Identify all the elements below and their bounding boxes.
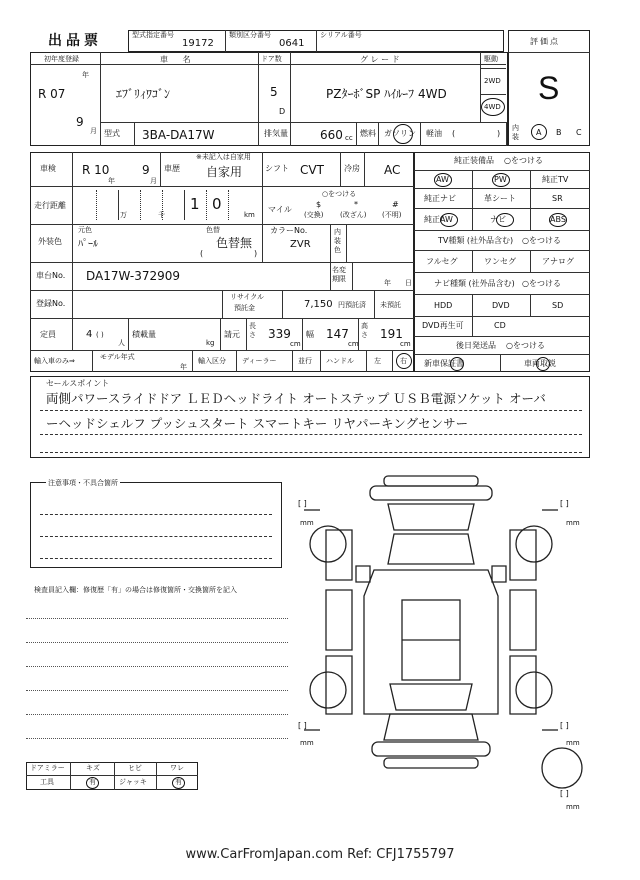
registration-label: 登録No. [36,299,66,308]
doors-value: 5 [270,85,278,99]
load-label: 積載量 [132,330,156,339]
diagram-rear-gate [384,714,478,740]
diagram-left-front-door [326,590,352,650]
chassis-value: DA17W-372909 [86,269,181,283]
fuel-label: 燃料 [360,129,376,138]
inspector-label: 検査員記入欄：修復歴「有」の場合は修復箇所・交換箇所を記入 [34,586,237,594]
mm-front-left: mm [300,519,314,527]
doors-label: ドア数 [261,55,282,63]
footer-reference: www.CarFromJapan.com Ref: CFJ1755797 [185,847,455,862]
handle-left: 左 [374,357,381,365]
legend-door-mirror: ドアミラー [30,764,65,772]
tv-circle-note: ○をつける [522,236,561,245]
unknown-label: (不明) [382,211,402,219]
equip-navi-circle [496,213,514,227]
interior-a-circle [531,124,547,140]
reg-year-label: 初年度登録 [44,55,79,63]
reg-month-value: 9 [76,115,84,129]
navi-hdd: HDD [434,301,453,310]
equip-genuine-aw: 純正AW [424,215,453,224]
mileage-digit-1: 1 [190,195,200,213]
bracket-rear-right: [ ] [560,721,569,730]
equip-tv: 純正TV [542,175,569,184]
original-color-value: ﾊﾟｰﾙ [78,239,98,250]
equip-pw: PW [494,175,507,184]
diagram-wheel-rear-left [310,672,346,708]
swap-symbol: $ [316,200,322,209]
width-value: 147 [326,327,349,341]
bracket-rear-left: [ ] [298,721,307,730]
capacity-paren: ( ) [96,331,104,339]
load-unit: kg [206,339,215,347]
car-name-label: 車 名 [160,55,197,64]
height-value: 191 [380,327,403,341]
reg-month-unit: 月 [90,127,97,135]
jack-value: 有 [175,778,182,786]
legend-crack: ヒビ [128,764,142,772]
diagram-wheel-front-right [516,526,552,562]
color-label: 外装色 [38,237,62,246]
jack-label: ジャッキ [119,778,147,786]
class-number-label: 類別区分番号 [229,31,271,39]
fuel-paren-left: ( [452,129,456,138]
swap-label: (交換) [304,211,324,219]
width-unit: cm [348,340,359,348]
length-unit: cm [290,340,301,348]
import-parallel: 並行 [298,357,312,365]
inspection-year-unit: 年 [108,177,115,185]
navi-title: ナビ種類 (社外品含む) [434,279,515,288]
page-title: 出品票 [48,33,102,49]
mm-front-right: mm [566,519,580,527]
mileage-digit-2: 0 [212,195,222,213]
equip-navi-2: ナビ [490,215,506,224]
sales-point-label: セールスポイント [46,379,110,388]
diagram-right-fender [510,530,536,580]
interior-c: C [576,128,582,137]
handle-label: ハンドル [326,357,354,365]
diagram-spare-tire [542,748,582,788]
diagram-windshield [388,534,474,564]
score-label: 評価点 [530,37,560,46]
drive-4wd: 4WD [484,103,501,111]
caution-box [30,479,282,568]
tv-fullseg: フルセグ [426,257,458,266]
drive-2wd: 2WD [484,77,501,85]
color-code-label: カラーNo. [270,226,308,235]
equip-aw: AW [436,175,449,184]
color-code-value: ZVR [290,239,311,250]
repaint-paren-right: ) [254,249,258,258]
grade-value: PZﾀｰﾎﾞSP ﾊｲﾙｰﾌ 4WD [326,87,447,101]
chassis-label: 車台No. [36,271,66,280]
mileage-km: km [244,211,255,219]
equip-abs-circle [549,213,567,227]
drive-label: 駆動 [484,55,498,63]
recycle-label: リサイクル [230,293,265,301]
mm-spare: mm [566,803,580,811]
capacity-person-unit: 人 [118,339,125,347]
interior-color-label: 内装色 [334,228,341,254]
diagram-rear-window [390,684,472,710]
score-value: S [538,70,560,106]
bracket-spare: [ ] [560,789,569,798]
height-unit: cm [400,340,411,348]
class-number-value: 0641 [279,38,305,49]
serial-number-label: シリアル番号 [320,31,362,39]
diagram-wheel-front-left [310,526,346,562]
later-title: 後日発送品 [456,341,496,350]
alter-symbol: * [354,200,358,209]
model-year-label: モデル年式 [100,353,135,361]
bracket-front-left: [ ] [298,499,307,508]
use-note: ※未記入は自家用 [196,153,251,161]
request-label: 請元 [224,330,240,339]
mile-label: マイル [268,205,292,214]
shift-value: CVT [300,163,324,177]
width-label: 幅 [306,330,314,339]
ac-label: 冷房 [344,164,360,173]
inspection-month-unit: 月 [150,177,157,185]
recycle-unit: 円預託済 [338,301,366,309]
type-value: 3BA-DA17W [142,128,215,142]
inspection-year: R 10 [82,163,110,177]
interior-b: B [556,128,562,137]
recycle-value: 7,150 [304,299,333,310]
diagram-right-rear-door [510,656,536,714]
navi-dvd-play: DVD再生可 [422,321,464,330]
fuel-gasoline: ガソリン [384,129,416,138]
tv-analog: アナログ [542,257,574,266]
repaint-paren-left: ( [200,249,204,258]
grade-label: グ レ ー ド [360,55,400,64]
handle-right: 右 [400,357,407,365]
diagram-hood [388,504,474,530]
displacement-unit: cc [345,134,353,142]
recycle-not-deposited: 未預託 [380,301,401,309]
bracket-front-right: [ ] [560,499,569,508]
reg-year-unit: 年 [82,71,89,79]
length-label: 長さ [249,322,256,339]
shift-label: シフト [265,164,289,173]
diagram-right-front-door [510,590,536,650]
import-label: 輸入車のみ⇒ [34,357,75,365]
mileage-sen: 千 [158,211,165,219]
type-label: 型式 [104,129,120,138]
equip-sr: SR [552,194,563,203]
jack-circle [172,777,185,789]
tv-oneseg: ワンセグ [484,257,516,266]
equip-aw-circle [434,173,452,187]
inspection-label: 車検 [40,164,56,173]
caution-label: 注意事項・不具合箇所 [48,479,118,487]
name-change-label: 名変期限 [332,266,346,283]
model-number-value: 19172 [182,38,214,49]
fuel-diesel: 軽油 [426,129,442,138]
tools-label: 工具 [40,778,54,786]
legend-scratch: キズ [86,764,100,772]
repaint-value: 色替無 [216,236,253,250]
mm-rear-left: mm [300,739,314,747]
equip-pw-circle [492,173,510,187]
repaint-label: 色替 [206,226,220,234]
mileage-label: 走行距離 [34,201,66,210]
ac-value: AC [384,163,401,177]
model-year-unit: 年 [180,363,187,371]
sales-point-line-1: 両側パワースライドドア ＬＥＤヘッドライト オートステップ ＵＳＢ電源ソケット オーバ [46,391,546,406]
import-category-label: 輸入区分 [198,357,226,365]
model-number-label: 型式指定番号 [132,31,174,39]
reg-year-value: R 07 [38,87,66,101]
navi-dvd: DVD [492,301,510,310]
diagram-wheel-rear-right [516,672,552,708]
drive-4wd-circle [481,98,505,116]
displacement-label: 排気量 [264,129,288,138]
fuel-circle [393,124,413,144]
displacement-value: 660 [320,128,343,142]
legend-break: ワレ [170,764,184,772]
mm-rear-right: mm [566,739,580,747]
navi-circle-note: ○をつける [522,279,561,288]
equip-navi: 純正ナビ [424,194,456,203]
equipment-title: 純正装備品 [454,156,494,165]
equipment-circle-note: ○をつける [504,156,543,165]
name-change-day-unit: 日 [405,279,412,287]
diagram-front-bumper [370,486,492,500]
diagram-rear-bumper [372,742,490,756]
original-color-label: 元色 [78,226,92,234]
capacity-label: 定員 [40,330,56,339]
use-label: 車歴 [164,164,180,173]
equip-leather: 革シート [484,194,516,203]
tv-title: TV種類 (社外品含む) [438,236,514,245]
later-circle-note: ○をつける [506,341,545,350]
use-value: 自家用 [206,165,243,179]
sales-point-line-2: ーヘッドシェルフ プッシュスタート スマートキー リヤパーキングセンサー [46,416,469,431]
inspection-month: 9 [142,163,150,177]
height-label: 高さ [361,322,368,339]
later-manual: 車両取説 [524,359,556,368]
navi-cd: CD [494,321,506,330]
equip-genuine-aw-circle [440,213,458,227]
car-name-value: ｴﾌﾞﾘｨﾜｺﾞﾝ [116,87,171,101]
later-manual-circle [536,357,550,371]
length-value: 339 [268,327,291,341]
later-warranty-circle [450,357,464,371]
fuel-paren-right: ) [497,129,501,138]
import-dealer: ディーラー [242,357,277,365]
diagram-left-rear-door [326,656,352,714]
doors-sub: D [279,107,286,116]
capacity-value: 4 [86,329,93,340]
equip-abs: ABS [550,215,566,224]
recycle-sub: 預託金 [234,304,255,312]
car-diagram [290,470,600,810]
navi-sd: SD [552,301,564,310]
handle-right-circle [396,353,412,369]
tools-circle [86,777,99,789]
alter-label: (改ざん) [340,211,367,219]
mileage-circle-note: ○をつける [322,190,357,198]
diagram-left-fender [326,530,352,580]
unknown-symbol: # [392,200,399,209]
interior-label: 内装 [512,124,519,141]
interior-a: A [536,128,542,137]
tools-value: 有 [89,778,96,786]
name-change-year-unit: 年 [384,279,391,287]
mileage-man: 万 [120,211,127,219]
later-warranty: 新車保証書 [424,359,464,368]
